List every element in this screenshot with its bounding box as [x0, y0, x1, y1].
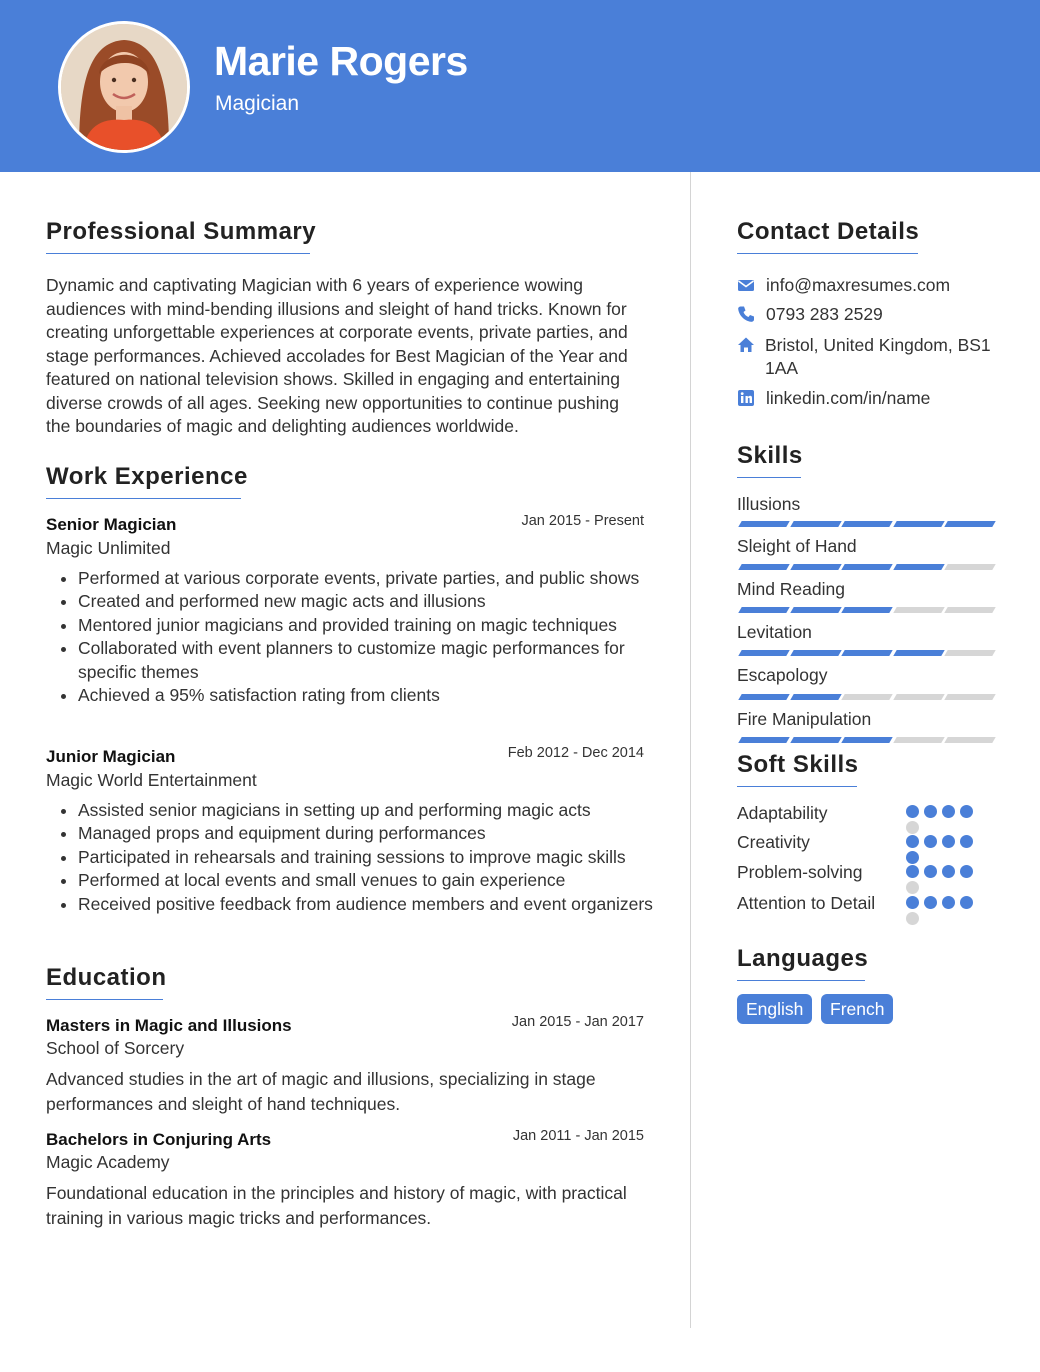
- rating-dot: [924, 896, 937, 909]
- candidate-role: Magician: [215, 92, 300, 115]
- skill-segment: [841, 650, 892, 656]
- contact-phone-text: 0793 283 2529: [766, 304, 883, 324]
- skill-segment: [893, 650, 944, 656]
- degree-description: Advanced studies in the art of magic and illusions, specializing in stage performances and sleight of hand techniques.: [46, 1069, 596, 1114]
- skill-bar: [738, 564, 994, 570]
- skill-label: Levitation: [737, 622, 812, 642]
- skill-segment: [738, 564, 789, 570]
- rating-dot: [960, 835, 973, 848]
- skill-segment: [738, 607, 789, 613]
- rating-dot: [960, 805, 973, 818]
- degree-description: Foundational education in the principles and history of magic, with practical training in various magic tricks and performances.: [46, 1183, 627, 1228]
- skill-segment: [841, 521, 892, 527]
- summary-underline: [46, 253, 310, 254]
- candidate-name: Marie Rogers: [214, 38, 468, 84]
- skill-label: Fire Manipulation: [737, 709, 872, 729]
- education-underline: [46, 999, 163, 1000]
- degree-title: Masters in Magic and Illusions: [46, 1016, 292, 1035]
- rating-dot: [906, 881, 919, 894]
- job-bullets: [45, 799, 658, 916]
- skill-bar: [738, 694, 994, 700]
- contact-heading: Contact Details: [737, 218, 920, 245]
- skill-segment: [738, 650, 789, 656]
- degree-title: Bachelors in Conjuring Arts: [46, 1130, 272, 1149]
- skill-segment: [944, 737, 995, 743]
- list-item: • Participated in rehearsals and training sessions to improve magic skills: [78, 846, 658, 869]
- list-item: • Performed at local events and small venues to gain experience: [78, 869, 658, 892]
- languages-heading: Languages: [737, 945, 869, 972]
- job-company: Magic World Entertainment: [46, 770, 257, 790]
- skill-segment: [790, 650, 841, 656]
- rating-dot: [960, 896, 973, 909]
- envelope-icon: [737, 276, 755, 294]
- rating-dot: [942, 805, 955, 818]
- languages-underline: [737, 980, 865, 981]
- list-item: • Created and performed new magic acts and illusions: [78, 590, 658, 613]
- skill-segment: [738, 694, 789, 700]
- job-title: Senior Magician: [46, 515, 177, 534]
- skills-heading: Skills: [737, 442, 803, 469]
- list-item: • Achieved a 95% satisfaction rating from clients: [78, 684, 658, 707]
- skill-segment: [944, 650, 995, 656]
- home-icon: [737, 336, 755, 354]
- list-item: • Performed at various corporate events, private parties, and public shows: [78, 567, 658, 590]
- skill-segment: [944, 694, 995, 700]
- skill-segment: [893, 521, 944, 527]
- skill-segment: [841, 564, 892, 570]
- header-banner: [0, 0, 1040, 172]
- skill-segment: [790, 694, 841, 700]
- rating-dot: [906, 851, 919, 864]
- rating-dot: [942, 865, 955, 878]
- skill-segment: [841, 607, 892, 613]
- experience-underline: [46, 498, 241, 499]
- skills-underline: [737, 477, 801, 478]
- school-name: School of Sorcery: [46, 1038, 185, 1058]
- skill-segment: [738, 737, 789, 743]
- rating-dot: [942, 835, 955, 848]
- skill-segment: [790, 521, 841, 527]
- skill-bar: [738, 737, 994, 743]
- skill-bar: [738, 607, 994, 613]
- skill-segment: [893, 737, 944, 743]
- rating-dot: [942, 896, 955, 909]
- avatar: [58, 21, 190, 153]
- rating-dot: [960, 865, 973, 878]
- summary-text: Dynamic and captivating Magician with 6 years of experience wowing audiences with mind-bending illusions and sleight of hand tricks. Known for creating unforgettable experiences at corporate events, private parties, and stage performances. Achieved accolades for Best Magician of the Year and featured on national television shows. Skilled in engaging and entertaining diverse crowds of all ages. Seeking new opportunities to continue pushing the boundaries of magic and delighting audiences worldwide.: [46, 275, 628, 436]
- skill-segment: [893, 694, 944, 700]
- soft-skill-label: Problem-solving: [737, 862, 863, 882]
- skill-segment: [841, 694, 892, 700]
- soft-skill-label: Creativity: [737, 832, 810, 852]
- skill-segment: [790, 607, 841, 613]
- skill-segment: [790, 737, 841, 743]
- profile-photo-icon: [61, 24, 187, 150]
- list-item: • Assisted senior magicians in setting up and performing magic acts: [78, 799, 658, 822]
- skill-label: Sleight of Hand: [737, 536, 857, 556]
- list-item: • Collaborated with event planners to customize magic performances for specific themes: [78, 637, 658, 684]
- skill-segment: [841, 737, 892, 743]
- skill-segment: [790, 564, 841, 570]
- contact-email-text: info@maxresumes.com: [766, 275, 951, 295]
- linkedin-icon: [737, 389, 755, 407]
- job-bullets: [45, 567, 658, 707]
- column-divider: [690, 172, 691, 1328]
- skill-segment: [944, 607, 995, 613]
- rating-dot: [906, 865, 919, 878]
- experience-heading: Work Experience: [46, 463, 248, 490]
- skill-segment: [944, 521, 995, 527]
- soft-skills-underline: [737, 786, 857, 787]
- skill-segment: [893, 564, 944, 570]
- phone-icon: [737, 305, 755, 323]
- rating-dot: [924, 835, 937, 848]
- skill-bar: [738, 521, 994, 527]
- rating-dot: [924, 865, 937, 878]
- rating-dot: [906, 912, 919, 925]
- rating-dot: [924, 805, 937, 818]
- list-item: • Mentored junior magicians and provided training on magic techniques: [78, 614, 658, 637]
- list-item: • Received positive feedback from audience members and event organizers: [78, 893, 658, 916]
- skill-bar: [738, 650, 994, 656]
- skill-segment: [738, 521, 789, 527]
- summary-heading: Professional Summary: [46, 218, 317, 245]
- skill-segment: [944, 564, 995, 570]
- skill-label: Escapology: [737, 665, 828, 685]
- contact-linkedin-text: linkedin.com/in/name: [766, 388, 931, 408]
- contact-address-text: Bristol, United Kingdom, BS1 1AA: [765, 335, 991, 378]
- skill-segment: [893, 607, 944, 613]
- degree-date: Jan 2015 - Jan 2017: [511, 1014, 644, 1030]
- job-date: Jan 2015 - Present: [521, 513, 644, 529]
- degree-date: Jan 2011 - Jan 2015: [512, 1128, 644, 1144]
- soft-skills-heading: Soft Skills: [737, 751, 859, 778]
- language-badge: English: [737, 994, 812, 1024]
- rating-dot: [906, 896, 919, 909]
- soft-skill-label: Adaptability: [737, 803, 828, 823]
- education-heading: Education: [46, 964, 167, 991]
- language-badge: French: [821, 994, 893, 1024]
- rating-dot: [906, 805, 919, 818]
- contact-underline: [737, 253, 918, 254]
- job-company: Magic Unlimited: [46, 538, 171, 558]
- list-item: • Managed props and equipment during performances: [78, 822, 658, 845]
- job-date: Feb 2012 - Dec 2014: [507, 745, 644, 761]
- skill-label: Mind Reading: [737, 579, 845, 599]
- rating-dot: [906, 821, 919, 834]
- school-name: Magic Academy: [46, 1152, 170, 1172]
- skill-label: Illusions: [737, 494, 801, 514]
- soft-skill-label: Attention to Detail: [737, 893, 876, 913]
- rating-dot: [906, 835, 919, 848]
- job-title: Junior Magician: [46, 747, 176, 766]
